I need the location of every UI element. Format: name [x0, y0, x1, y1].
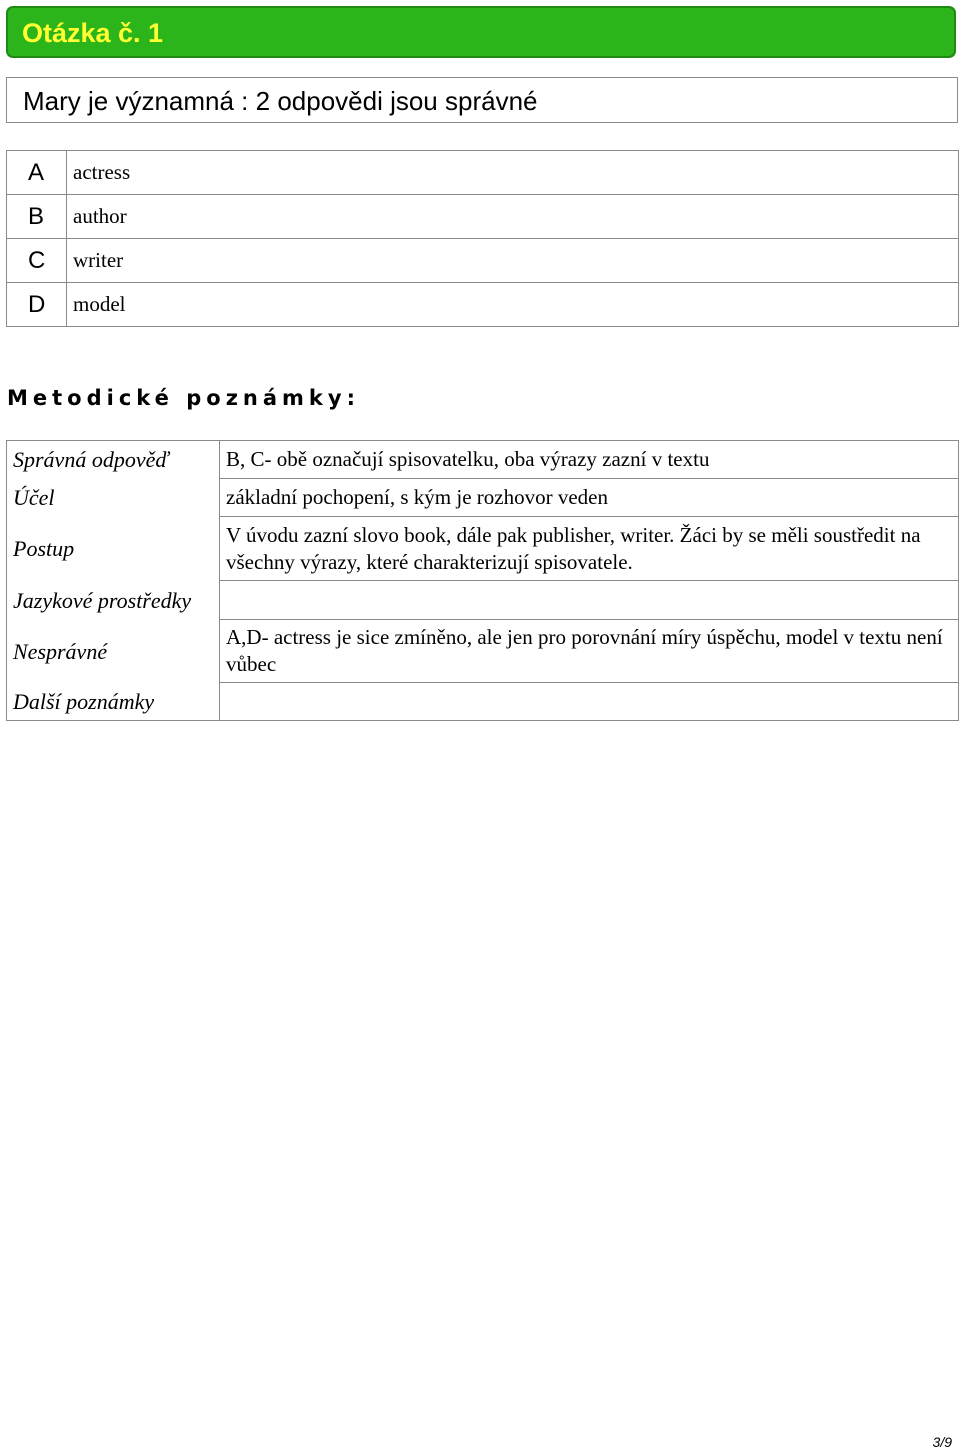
note-value: základní pochopení, s kým je rozhovor veden — [220, 479, 959, 517]
note-value: B, C- obě označují spisovatelku, oba výrazy zazní v textu — [220, 441, 959, 479]
option-text: author — [67, 195, 959, 239]
option-letter: A — [7, 151, 67, 195]
answer-options-table — [6, 150, 959, 327]
note-label: Postup — [7, 517, 220, 581]
answer-option-a — [7, 151, 959, 195]
option-text: writer — [67, 239, 959, 283]
methodical-notes-heading: Metodické poznámky: — [7, 386, 360, 410]
methodical-notes-table — [6, 440, 959, 721]
question-header-bar — [6, 6, 956, 58]
note-row-procedure — [7, 517, 959, 581]
note-label: Další poznámky — [7, 683, 220, 721]
note-label: Nesprávné — [7, 620, 220, 683]
note-row-correct-answer — [7, 441, 959, 479]
note-row-language-means — [7, 581, 959, 620]
option-letter: B — [7, 195, 67, 239]
option-text: model — [67, 283, 959, 327]
note-value: V úvodu zazní slovo book, dále pak publisher, writer. Žáci by se měli soustředit na všechny výrazy, které charakterizují spisovatele. — [220, 517, 959, 581]
note-label: Jazykové prostředky — [7, 581, 220, 620]
question-number-title: Otázka č. 1 — [22, 18, 164, 48]
note-label: Správná odpověď — [7, 441, 220, 479]
answer-option-d — [7, 283, 959, 327]
note-label: Účel — [7, 479, 220, 517]
answer-option-b — [7, 195, 959, 239]
page-number: 3/9 — [932, 1434, 952, 1450]
question-text: Mary je významná : 2 odpovědi jsou správné — [23, 86, 538, 116]
note-value — [220, 683, 959, 721]
option-text: actress — [67, 151, 959, 195]
note-value — [220, 581, 959, 620]
note-row-purpose — [7, 479, 959, 517]
answer-option-c — [7, 239, 959, 283]
question-box — [6, 77, 958, 123]
note-row-incorrect — [7, 620, 959, 683]
option-letter: D — [7, 283, 67, 327]
note-value: A,D- actress je sice zmíněno, ale jen pro porovnání míry úspěchu, model v textu není vůbec — [220, 620, 959, 683]
option-letter: C — [7, 239, 67, 283]
note-row-other-notes — [7, 683, 959, 721]
